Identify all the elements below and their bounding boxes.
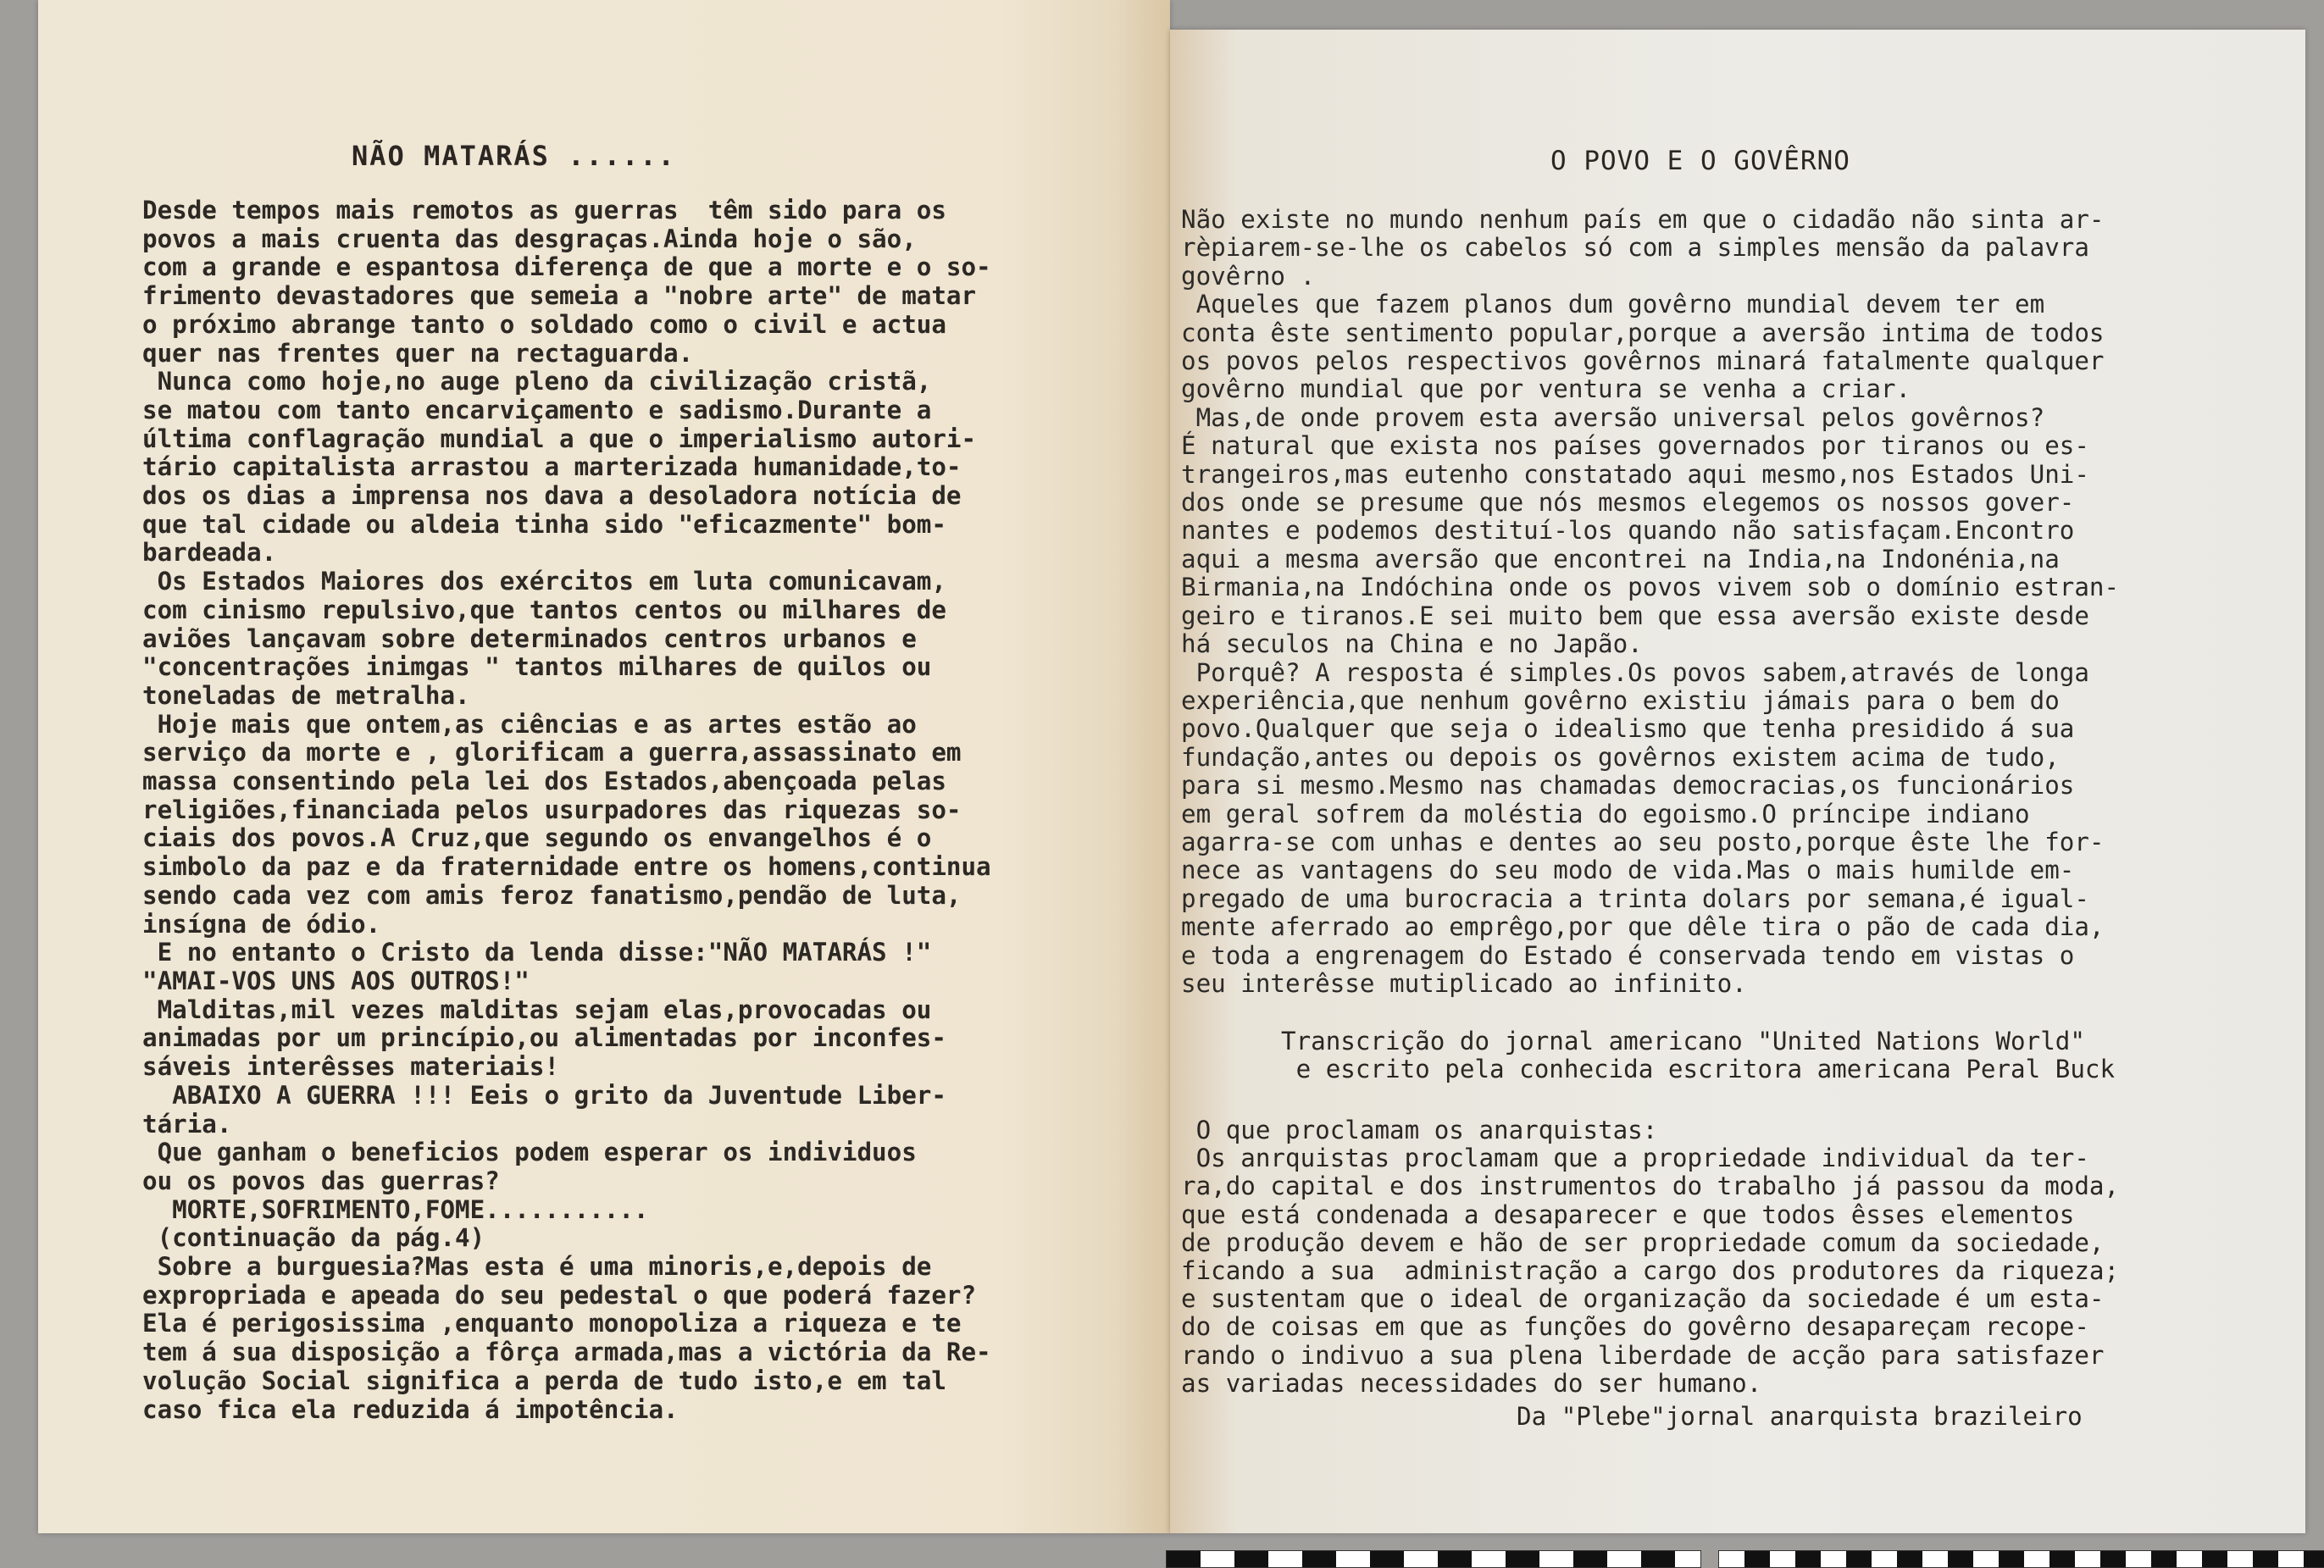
anarquistas-section: O que proclamam os anarquistas: Os anrquistas proclamam que a propriedade individual da ter- ra,do capital e dos instrumentos do trabalho já passou da moda, que está condenada a desaparecer e que todos êsses elementos de produção devem e hão de ser propriedade comum da sociedade, ficando a sua administração a cargo dos produtores da riqueza; e sustentam que o ideal de organização da sociedade é um esta- do de coisas em que as funções do govêrno desapareçam recope- rando o indivuo a sua plena liberdade de acção para satisfazer as variadas necessidades do ser humano. (1181, 1116, 2120, 1398)
right-page-body: Não existe no mundo nenhum país em que o cidadão não sinta ar- rèpiarem-se-lhe os cabelos só com a simples mensão da palavra govêrno . Aqueles que fazem planos dum govêrno mundial devem ter em conta êste sentimento popular,porque a aversão intima de todos os povos pelos respectivos govêrnos minará fatalmente qualquer govêrno mundial que por ventura se venha a criar. Mas,de onde provem esta aversão universal pelos govêrnos? É natural que exista nos países governados por tiranos ou es- trangeiros,mas eutenho constatado aqui mesmo,nos Estados Uni- dos onde se presume que nós mesmos elegemos os nossos gover- nantes e podemos destituí-los quando não satisfaçam.Encontro aqui a mesma aversão que encontrei na India,na Indonénia,na Birmania,na Indóchina onde os povos vivem sob o domínio estran- geiro e tiranos.E sei muito bem que essa aversão existe desde há seculos na China e no Japão. Porquê? A resposta é simples.Os povos sabem,através de longa experiência,que nenhum govêrno existiu jámais para o bem do povo.Qualquer que seja o idealismo que tenha presidido á sua fundação,antes ou depois os govêrnos existem acima de tudo, para si mesmo.Mesmo nas chamadas democracias,os funcionários em geral sofrem da moléstia do egoismo.O príncipe indiano agarra-se com unhas e dentes ao seu posto,porque êste lhe for- nece as vantagens do seu modo de vida.Mas o mais humilde em- pregado de uma burocracia a trinta dolars por semana,é igual- mente aferrado ao emprêgo,por que dêle tira o pão de cada dia, e toda a engrenagem do Estado é conservada tendo em vistas o seu interêsse mutiplicado ao infinito. (1181, 205, 2120, 998)
right-page-title: O POVO E O GOVÊRNO (1550, 146, 1850, 176)
scale-ruler-right (1718, 1550, 2324, 1568)
scale-ruler-left (1166, 1550, 1701, 1568)
transcription-credit: Transcrição do jornal americano "United Nations World" e escrito pela conhecida escritora americana Peral Buck (1281, 1027, 2116, 1083)
source-credit: Da "Plebe"jornal anarquista brazileiro (1517, 1402, 2083, 1431)
left-page-title: NÃO MATARÁS ...... (352, 140, 676, 172)
left-page-body: Desde tempos mais remotos as guerras têm sido para os povos a mais cruenta das desgraças.Ainda hoje o são, com a grande e espantosa diferença de que a morte e o so- frimento devastadores que semeia a "nobre arte" de matar o próximo abrange tanto o soldado como o civil e actua quer nas frentes quer na rectaguarda. Nunca como hoje,no auge pleno da civilização cristã, se matou com tanto encarviçamento e sadismo.Durante a última conflagração mundial a que o imperialismo autori- tário capitalista arrastou a marterizada humanidade,to- dos os dias a imprensa nos dava a desoladora notícia de que tal cidade ou aldeia tinha sido "eficazmente" bom- bardeada. Os Estados Maiores dos exércitos em luta comunicavam, com cinismo repulsivo,que tantos centos ou milhares de aviões lançavam sobre determinados centros urbanos e "concentrações inimgas " tantos milhares de quilos ou toneladas de metralha. Hoje mais que ontem,as ciências e as artes estão ao serviço da morte e , glorificam a guerra,assassinato em massa consentindo pela lei dos Estados,abençoada pelas religiões,financiada pelos usurpadores das riquezas so- ciais dos povos.A Cruz,que segundo os envangelhos é o simbolo da paz e da fraternidade entre os homens,continua sendo cada vez com amis feroz fanatismo,pendão de luta, insígna de ódio. E no entanto o Cristo da lenda disse:"NÃO MATARÁS !" "AMAI-VOS UNS AOS OUTROS!" Malditas,mil vezes malditas sejam elas,provocadas ou animadas por um princípio,ou alimentadas por inconfes- sáveis interêsses materiais! ABAIXO A GUERRA !!! Eeis o grito da Juventude Liber- tária. Que ganham o beneficios podem esperar os individuos ou os povos das guerras? MORTE,SOFRIMENTO,FOME........... (continuação da pág.4) Sobre a burguesia?Mas esta é uma minoris,e,depois de expropriada e apeada do seu pedestal o que poderá fazer? Ela é perigosissima ,enquanto monopoliza a riqueza e te tem á sua disposição a fôrça armada,mas a victória da Re- volução Social significa a perda de tudo isto,e em tal caso fica ela reduzida á impotência. (142, 196, 991, 1424)
